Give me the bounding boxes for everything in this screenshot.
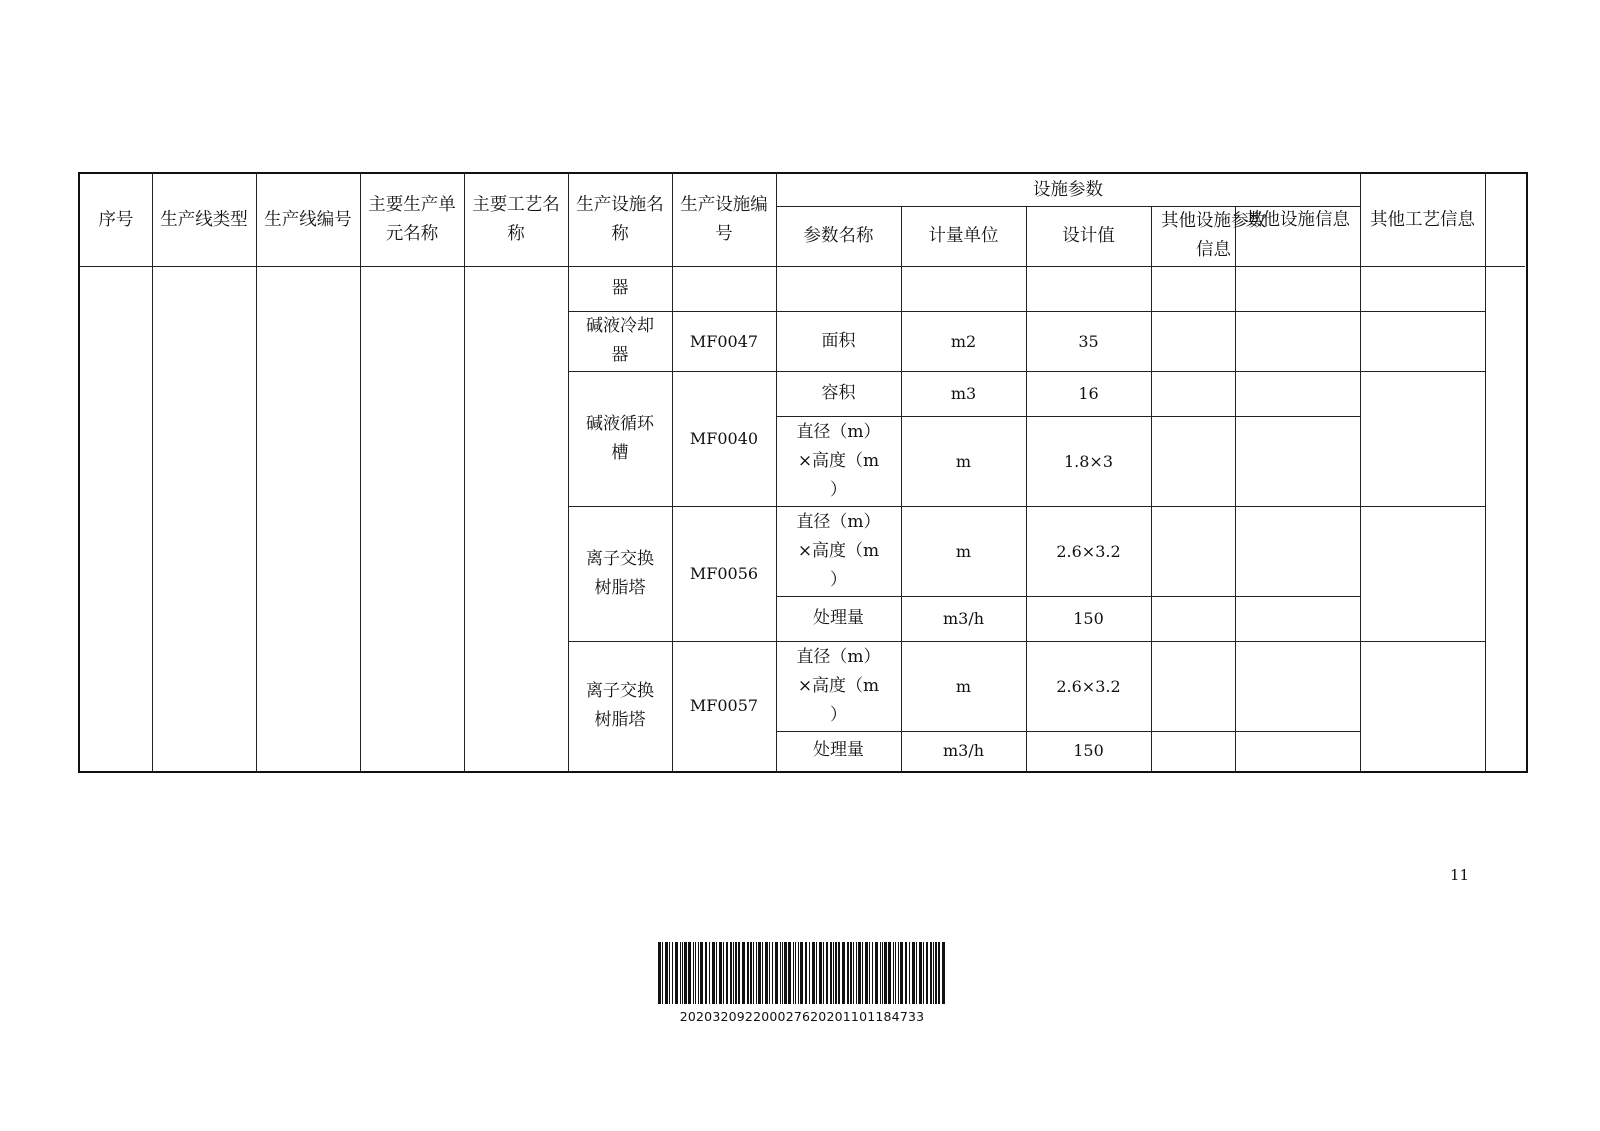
- facility-code-cell: MF0040: [689, 429, 759, 448]
- barcode-bar: [926, 942, 928, 1004]
- barcode-bar: [893, 942, 894, 1004]
- barcode-bar: [788, 942, 791, 1004]
- barcode-bar: [847, 942, 849, 1004]
- barcode-bar: [812, 942, 815, 1004]
- barcode-bar: [738, 942, 740, 1004]
- barcode-bar: [735, 942, 737, 1004]
- barcode-bar: [669, 942, 670, 1004]
- barcode-bar: [658, 942, 661, 1004]
- header-other-process-info: 其他工艺信息: [1370, 209, 1475, 230]
- barcode-bar: [805, 942, 807, 1004]
- barcode-bar: [884, 942, 887, 1004]
- param-name-cell: 容积: [821, 383, 856, 403]
- barcode-bar: [753, 942, 754, 1004]
- header-main-unit: 主要生产单 元名称: [368, 195, 456, 244]
- facility-code-cell: MF0056: [689, 564, 759, 583]
- barcode-bar: [793, 942, 794, 1004]
- param-unit-cell: m: [955, 676, 972, 696]
- barcode-bar: [850, 942, 852, 1004]
- barcode-bar: [675, 942, 678, 1004]
- header-unit: 计量单位: [928, 225, 999, 246]
- barcode-bar: [733, 942, 734, 1004]
- param-unit-cell: m: [955, 451, 972, 471]
- barcode-bar: [742, 942, 745, 1004]
- header-param-name: 参数名称: [803, 225, 874, 246]
- facility-name-cell: 离子交换 树脂塔: [586, 548, 654, 598]
- barcode-bar: [800, 942, 803, 1004]
- barcode-bar: [719, 942, 722, 1004]
- barcode-bar: [919, 942, 922, 1004]
- barcode-bar: [782, 942, 783, 1004]
- barcode-bar: [882, 942, 883, 1004]
- barcode-bar: [769, 942, 770, 1004]
- barcode-bar: [916, 942, 917, 1004]
- barcode-bar: [723, 942, 724, 1004]
- facility-name-cell: 碱液循环 槽: [586, 413, 654, 463]
- facility-table: [78, 172, 1528, 773]
- param-value-cell: 150: [1073, 609, 1104, 628]
- param-unit-cell: m2: [950, 331, 977, 351]
- barcode-bar: [819, 942, 822, 1004]
- barcode-bar: [695, 942, 696, 1004]
- param-unit-cell: m3: [950, 384, 977, 403]
- header-line-code: 生产线编号: [264, 209, 352, 230]
- header-facility-name: 生产设施名 称: [576, 195, 664, 244]
- barcode-bar: [700, 942, 703, 1004]
- barcode-bar: [726, 942, 728, 1004]
- param-name-cell: 面积: [821, 330, 856, 351]
- column-divider: [1151, 206, 1152, 771]
- barcode-bar: [933, 942, 934, 1004]
- barcode-bar: [869, 942, 870, 1004]
- barcode-bar: [858, 942, 861, 1004]
- barcode-bar: [712, 942, 715, 1004]
- barcode-bar: [938, 942, 940, 1004]
- param-name-cell: 直径（m） ×高度（m ）: [796, 511, 881, 590]
- barcode-bar: [693, 942, 694, 1004]
- header-other-param-info: 其他设施参数 信息: [1161, 211, 1266, 260]
- barcode-bar: [705, 942, 707, 1004]
- param-name-cell: 处理量: [813, 740, 864, 760]
- header-facility-params: 设施参数: [1033, 179, 1103, 200]
- barcode-bar: [888, 942, 891, 1004]
- param-unit-cell: m3/h: [942, 741, 985, 760]
- barcode-bar: [838, 942, 840, 1004]
- barcode-bar: [842, 942, 845, 1004]
- barcode-bar: [862, 942, 863, 1004]
- param-value-cell: 1.8×3: [1063, 451, 1114, 471]
- barcode-bar: [730, 942, 732, 1004]
- facility-code-cell: MF0047: [689, 331, 759, 351]
- barcode-bar: [895, 942, 896, 1004]
- barcode-bar: [765, 942, 768, 1004]
- barcode-bar: [833, 942, 834, 1004]
- barcode-bar: [775, 942, 778, 1004]
- barcode-bar: [872, 942, 873, 1004]
- barcode-bar: [909, 942, 910, 1004]
- param-name-cell: 处理量: [813, 608, 864, 628]
- barcode-image: [658, 942, 946, 1004]
- barcode-bar: [875, 942, 878, 1004]
- header-facility-code: 生产设施编 号: [680, 195, 768, 244]
- barcode-bar: [772, 942, 773, 1004]
- facility-name-cell: 器: [611, 278, 629, 298]
- column-divider: [1485, 174, 1486, 771]
- barcode-bar: [898, 942, 899, 1004]
- param-value-cell: 2.6×3.2: [1056, 676, 1121, 696]
- barcode-bar: [905, 942, 907, 1004]
- barcode-bar: [762, 942, 763, 1004]
- barcode-bar: [716, 942, 717, 1004]
- header-line-type: 生产线类型: [160, 209, 248, 230]
- barcode-bar: [923, 942, 924, 1004]
- param-value-cell: 16: [1078, 384, 1099, 403]
- barcode-bar: [835, 942, 837, 1004]
- barcode-bar: [853, 942, 854, 1004]
- facility-code-cell: MF0057: [689, 696, 759, 715]
- barcode-bar: [880, 942, 881, 1004]
- barcode-bar: [795, 942, 796, 1004]
- header-main-process: 主要工艺名 称: [472, 195, 560, 244]
- param-value-cell: 150: [1073, 741, 1104, 760]
- barcode-bar: [688, 942, 691, 1004]
- header-other-facility-info: 其他设施信息: [1245, 209, 1350, 230]
- facility-name-cell: 离子交换 树脂塔: [586, 680, 654, 730]
- barcode-bar: [912, 942, 915, 1004]
- barcode-bar: [698, 942, 699, 1004]
- barcode-bar: [682, 942, 683, 1004]
- barcode-bar: [747, 942, 749, 1004]
- barcode-bar: [662, 942, 663, 1004]
- barcode-bar: [665, 942, 668, 1004]
- column-divider: [1235, 206, 1236, 771]
- barcode-bar: [780, 942, 781, 1004]
- barcode-bar: [750, 942, 752, 1004]
- barcode-bar: [930, 942, 932, 1004]
- param-name-cell: 直径（m） ×高度（m ）: [796, 421, 881, 500]
- barcode-bar: [865, 942, 868, 1004]
- barcode-bar: [830, 942, 832, 1004]
- header-bottom-line: [80, 266, 1525, 267]
- barcode-bar: [784, 942, 787, 1004]
- barcode-bar: [856, 942, 857, 1004]
- param-unit-cell: m3/h: [942, 609, 985, 628]
- barcode-number: 20203209220002762020110118473​3: [679, 1009, 925, 1024]
- barcode-bar: [823, 942, 824, 1004]
- barcode-bar: [900, 942, 903, 1004]
- header-seq: 序号: [98, 209, 134, 230]
- barcode-bar: [680, 942, 681, 1004]
- barcode-bar: [942, 942, 945, 1004]
- param-value-cell: 35: [1078, 331, 1099, 351]
- barcode-bar: [826, 942, 828, 1004]
- barcode-bar: [672, 942, 673, 1004]
- param-name-cell: 直径（m） ×高度（m ）: [796, 646, 881, 725]
- barcode-bar: [816, 942, 817, 1004]
- barcode-bar: [709, 942, 710, 1004]
- page-number: 11: [1450, 866, 1470, 884]
- barcode-bar: [935, 942, 937, 1004]
- facility-name-cell: 碱液冷却 器: [586, 316, 654, 365]
- barcode-bar: [798, 942, 799, 1004]
- barcode-bar: [684, 942, 687, 1004]
- barcode-bar: [758, 942, 761, 1004]
- param-value-cell: 2.6×3.2: [1056, 541, 1121, 561]
- barcode-bar: [756, 942, 757, 1004]
- param-unit-cell: m: [955, 541, 972, 561]
- header-design-value: 设计值: [1062, 225, 1115, 246]
- barcode-bar: [809, 942, 810, 1004]
